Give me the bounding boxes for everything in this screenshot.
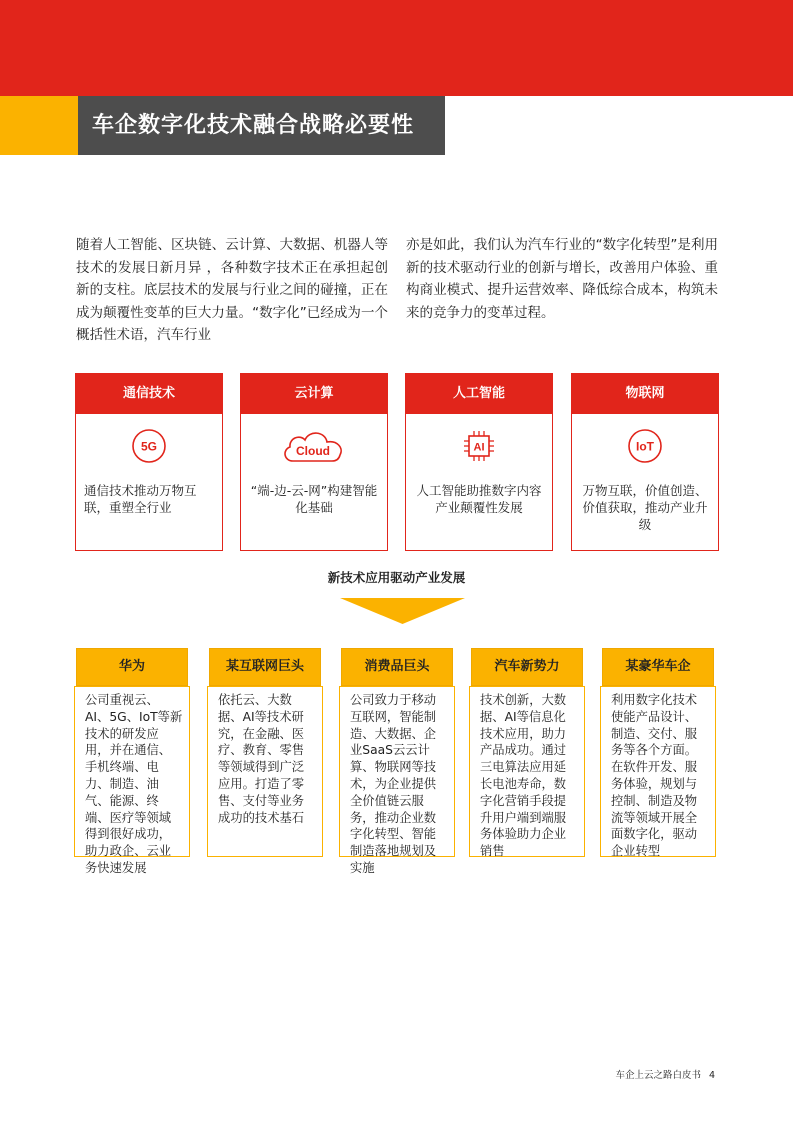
5g-icon-label: 5G: [140, 439, 158, 454]
tech-card-title: 人工智能: [406, 374, 552, 414]
tech-card-communication: [75, 373, 223, 551]
tech-card-title: 云计算: [241, 374, 387, 414]
cloud-icon-label: Cloud: [296, 444, 330, 458]
company-desc-internet-giant: 依托云、大数据、AI等技术研究，在金融、医疗、教育、零售等领域得到广泛应用。打造了零售、支付等业务成功的技术基石: [207, 686, 323, 857]
company-title-huawei: 华为: [76, 648, 188, 686]
intro-paragraph-left: 随着人工智能、区块链、云计算、大数据、机器人等技术的发展日新月异 ，各种数字技术正在承担起创新的支柱。底层技术的发展与行业之间的碰撞，正在成为颠覆性变革的巨大力量。“数字化”已经成为一个概括性术语，汽车行业: [76, 237, 388, 343]
company-title-ev-newcomer: 汽车新势力: [471, 648, 583, 686]
header-band: [0, 0, 793, 96]
iot-icon: [572, 428, 718, 464]
5g-icon: [76, 428, 222, 464]
page-number: 4: [708, 1070, 715, 1081]
company-desc-huawei: 公司重视云、AI、5G、IoT等新技术的研发应用，并在通信、手机终端、电力、制造、油气、能源、终端、医疗等领域得到很好成功，助力政企、云业务快速发展: [74, 686, 190, 857]
cloud-icon: [241, 428, 387, 466]
tech-card-iot: [571, 373, 719, 551]
footer-doc-title: 车企上云之路白皮书: [615, 1070, 701, 1081]
page-footer: [615, 1067, 715, 1081]
page-title: 车企数字化技术融合战略必要性: [78, 96, 445, 155]
company-title-luxury-automaker: 某豪华车企: [602, 648, 714, 686]
company-title-consumer-giant: 消费品巨头: [341, 648, 453, 686]
tech-card-title: 通信技术: [76, 374, 222, 414]
ai-chip-icon-label: AI: [473, 441, 485, 454]
company-desc-consumer-giant: 公司致力于移动互联网，智能制造、大数据、企业SaaS云云计算、物联网等技术，为企业提供全价值链云服务，推动企业数字化转型、智能制造落地规划及实施: [339, 686, 455, 857]
tech-card-ai: [405, 373, 553, 551]
company-title-internet-giant: 某互联网巨头: [209, 648, 321, 686]
tech-card-cloud: [240, 373, 388, 551]
company-desc-luxury-automaker: 利用数字化技术使能产品设计、制造、交付、服务等各个方面。在软件开发、服务体验，规划与控制、制造及物流等领域开展全面数字化，驱动企业转型: [600, 686, 716, 857]
tech-card-desc: 通信技术推动万物互联，重塑全行业: [84, 483, 197, 515]
intro-paragraph-right: 亦是如此，我们认为汽车行业的“数字化转型”是利用新的技术驱动行业的创新与增长，改善用户体验、重构商业模式、提升运营效率、降低综合成本，构筑未来的竞争力的变革过程。: [406, 237, 718, 321]
tech-card-desc: 人工智能助推数字内容产业颠覆性发展: [416, 483, 542, 515]
company-desc-ev-newcomer: 技术创新，大数据、AI等信息化技术应用，助力产品成功。通过三电算法应用延长电池寿命，数字化营销手段提升用户端到端服务体验助力企业销售: [469, 686, 585, 857]
ai-chip-icon: [406, 428, 552, 464]
drive-label: 新技术应用驱动产业发展: [327, 570, 466, 585]
arrow-down-icon: [340, 598, 465, 628]
tech-card-desc: 万物互联，价值创造、价值获取，推动产业升级: [582, 483, 708, 532]
title-accent-bar: [0, 96, 78, 155]
iot-icon-label: IoT: [636, 439, 654, 454]
tech-card-desc: “端-边-云-网”构建智能化基础: [250, 483, 378, 515]
tech-card-title: 物联网: [572, 374, 718, 414]
